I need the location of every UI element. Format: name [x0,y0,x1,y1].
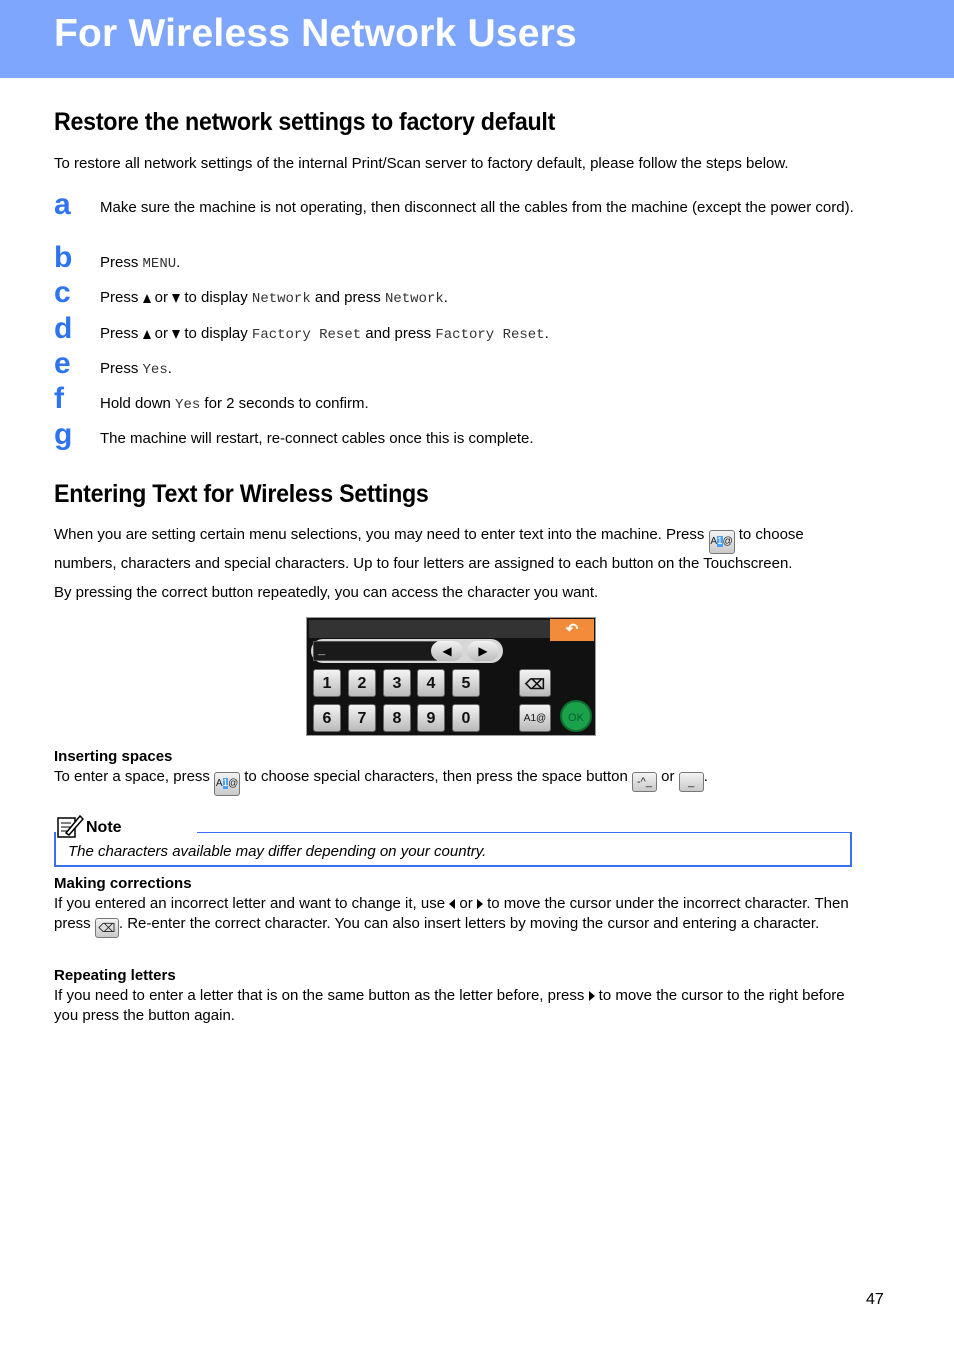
corrections-heading: Making corrections [54,875,192,892]
step-text-d: Press or to display Factory Reset and press Factory Reset. [100,325,549,343]
restore-intro: To restore all network settings of the internal Print/Scan server to factory default, please follow the steps below. [54,155,789,172]
note-label: Note [86,819,122,836]
page-number: 47 [866,1291,884,1308]
right-arrow-icon [589,991,595,1001]
a1-mode-icon: A1@ [214,772,240,796]
down-arrow-icon [172,294,180,303]
mode-key: A1@ [519,704,551,732]
step-letter-a: a [54,188,71,221]
page-header-banner [0,0,954,78]
key-2: 2 [348,669,376,697]
key-4: 4 [417,669,445,697]
step-letter-g: g [54,418,73,451]
corrections-text: If you entered an incorrect letter and want to change it, use or to move the cursor under the incorrect character. Then press ⌫ . Re-enter the correct character. You can also insert letters by moving the cursor and entering a character. [54,894,854,938]
step-letter-d: d [54,312,73,345]
key-1: 1 [313,669,341,697]
up-arrow-icon [143,330,151,339]
left-arrow-icon [449,899,455,909]
step-text-a: Make sure the machine is not operating, then disconnect all the cables from the machine (except the power cord). [100,199,854,216]
down-arrow-icon [172,330,180,339]
text-entry-field: _ [313,641,437,661]
key-5: 5 [452,669,480,697]
right-arrow-icon [477,899,483,909]
inserting-spaces-heading: Inserting spaces [54,748,173,765]
code-menu: MENU [142,256,177,272]
key-6: 6 [313,704,341,732]
cursor-right-icon: ▶ [467,641,499,661]
touchscreen-illustration [306,617,596,736]
step-text-f: Hold down Yes for 2 seconds to confirm. [100,395,369,413]
step-letter-f: f [54,382,64,415]
section-heading-restore: Restore the network settings to factory default [54,108,556,136]
repeating-heading: Repeating letters [54,967,176,984]
note-text: The characters available may differ depending on your country. [68,843,487,860]
repeating-text: If you need to enter a letter that is on the same button as the letter before, press to move the cursor to the right before you press the button again. [54,987,845,1024]
space-key-icon-alt: _ [679,772,704,792]
back-icon: ↶ [550,619,594,641]
step-text-c: Press or to display Network and press Network. [100,289,448,307]
screen-topbar [309,620,551,638]
cursor-left-icon: ◀ [431,641,463,661]
key-0: 0 [452,704,480,732]
entering-text-para1: When you are setting certain menu selections, you may need to enter text into the machine. Press A1@ to choose numbers, characters and special characters. Up to four letters are assigned to each button on the Touchscreen. [54,526,804,572]
space-key-icon: -^_ [632,772,657,792]
up-arrow-icon [143,294,151,303]
inserting-spaces-text: To enter a space, press A1@ to choose special characters, then press the space button -^_ or _ . [54,767,854,796]
step-text-g: The machine will restart, re-connect cables once this is complete. [100,430,534,447]
ok-button: OK [560,700,592,732]
step-text-b: Press MENU. [100,254,181,272]
entering-text-para2: By pressing the correct button repeatedly, you can access the character you want. [54,584,599,601]
step-letter-b: b [54,241,73,274]
key-8: 8 [383,704,411,732]
key-9: 9 [417,704,445,732]
key-7: 7 [348,704,376,732]
a1-mode-icon: A1@ [709,530,735,554]
section-heading-entering-text: Entering Text for Wireless Settings [54,480,429,508]
step-letter-e: e [54,347,71,380]
step-text-e: Press Yes. [100,360,172,378]
backspace-icon: ⌫ [519,669,551,697]
backspace-icon: ⌫ [95,918,119,938]
key-3: 3 [383,669,411,697]
step-letter-c: c [54,276,71,309]
page-title: For Wireless Network Users [54,12,577,55]
